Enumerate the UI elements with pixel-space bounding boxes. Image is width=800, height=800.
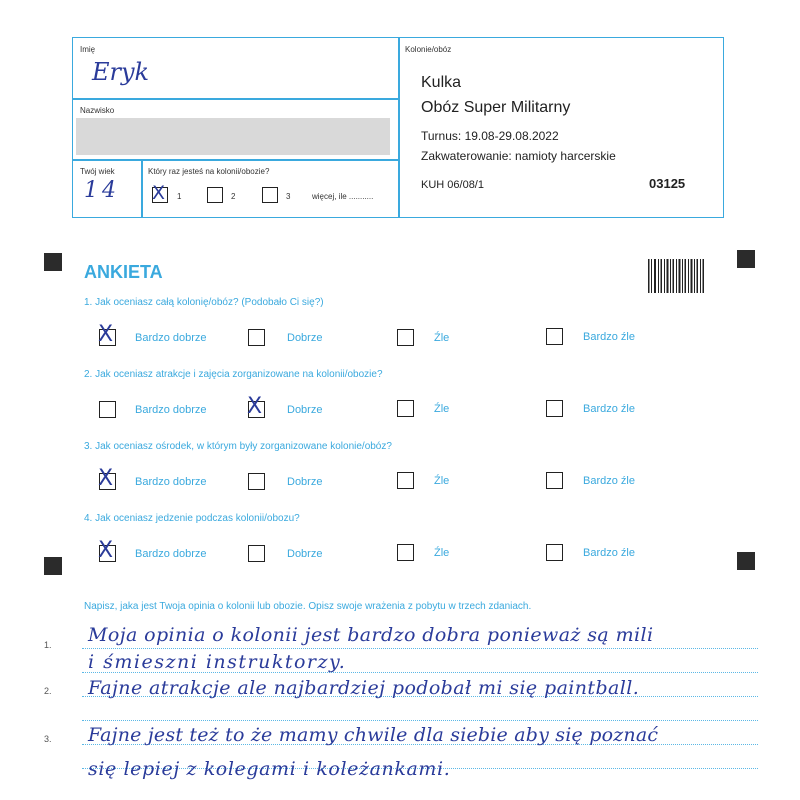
check-mark: X <box>98 466 114 491</box>
form-number: 03125 <box>649 176 686 191</box>
q4-label-bardzo-zle: Bardzo źle <box>583 547 635 559</box>
question-3: 3. Jak oceniasz ośrodek, w którym były zorganizowane kolonie/obóz? <box>84 441 392 452</box>
wiek-label: Twój wiek <box>80 167 115 176</box>
check-mark: X <box>247 394 263 419</box>
q1-option-dobrze[interactable] <box>248 329 265 346</box>
registration-marker-top-right <box>737 250 755 268</box>
imie-value[interactable]: Eryk <box>92 58 150 86</box>
camp-title: Obóz Super Militarny <box>421 99 571 116</box>
ktory-raz-checkbox-3[interactable] <box>262 187 278 203</box>
q2-option-bardzo-zle[interactable] <box>546 400 563 417</box>
q2-label-zle: Źle <box>434 403 450 415</box>
opinion-prompt: Napisz, jaka jest Twoja opinia o kolonii lub obozie. Opisz swoje wrażenia z pobytu w trzech zdaniach. <box>84 601 532 612</box>
zakwaterowanie: Zakwaterowanie: namioty harcerskie <box>421 149 616 163</box>
header-divider-2 <box>72 159 399 161</box>
q2-label-bardzo-zle: Bardzo źle <box>583 403 635 415</box>
turnus: Turnus: 19.08-29.08.2022 <box>421 129 559 143</box>
wiek-value[interactable]: 14 <box>84 178 120 203</box>
registration-marker-top-left <box>44 253 62 271</box>
q1-option-zle[interactable] <box>397 329 414 346</box>
ktory-raz-option-2: 2 <box>231 192 236 201</box>
ktory-raz-option-3: 3 <box>286 192 291 201</box>
writing-line <box>82 648 758 649</box>
q3-label-bardzo-zle: Bardzo źle <box>583 475 635 487</box>
q3-option-bardzo-dobrze[interactable] <box>98 466 116 491</box>
q3-label-zle: Źle <box>434 475 450 487</box>
answer-line-4[interactable]: Fajne jest też to że mamy chwile dla siebie aby się poznać <box>88 724 659 746</box>
line-number-1: 1. <box>44 640 52 650</box>
check-mark: X <box>98 322 114 347</box>
registration-marker-bottom-right <box>737 552 755 570</box>
answer-line-3[interactable]: Fajne atrakcje ale najbardziej podobał mi się paintball. <box>88 677 640 699</box>
ktory-raz-label: Który raz jesteś na kolonii/obozie? <box>148 167 270 176</box>
q2-option-zle[interactable] <box>397 400 414 417</box>
answer-line-1[interactable]: Moja opinia o kolonii jest bardzo dobra ponieważ są mili <box>88 624 654 646</box>
q3-label-dobrze: Dobrze <box>287 476 323 488</box>
check-mark: X <box>152 182 166 204</box>
q4-option-dobrze[interactable] <box>248 545 265 562</box>
ktory-raz-option-1: 1 <box>177 192 182 201</box>
camp-name: Kulka <box>421 74 462 91</box>
q4-option-bardzo-zle[interactable] <box>546 544 563 561</box>
registration-marker-bottom-left <box>44 557 62 575</box>
q3-option-bardzo-zle[interactable] <box>546 472 563 489</box>
answer-line-2[interactable]: i śmieszni instruktorzy. <box>88 651 347 673</box>
question-4: 4. Jak oceniasz jedzenie podczas kolonii/obozu? <box>84 513 300 524</box>
answer-line-5[interactable]: się lepiej z kolegami i koleżankami. <box>88 758 451 780</box>
nazwisko-label: Nazwisko <box>80 106 115 115</box>
question-2: 2. Jak oceniasz atrakcje i zajęcia zorganizowane na kolonii/obozie? <box>84 369 383 380</box>
header-divider-1 <box>72 98 399 100</box>
q1-option-bardzo-zle[interactable] <box>546 328 563 345</box>
ktory-raz-checkbox-1[interactable] <box>152 182 168 204</box>
q1-label-bardzo-zle: Bardzo źle <box>583 331 635 343</box>
q4-option-zle[interactable] <box>397 544 414 561</box>
q1-option-bardzo-dobrze[interactable] <box>98 322 116 347</box>
q4-label-zle: Źle <box>434 547 450 559</box>
q1-label-zle: Źle <box>434 332 450 344</box>
q4-label-bardzo-dobrze: Bardzo dobrze <box>135 548 207 560</box>
line-number-3: 3. <box>44 734 52 744</box>
question-1: 1. Jak oceniasz całą kolonię/obóz? (Podobało Ci się?) <box>84 297 324 308</box>
q2-option-bardzo-dobrze[interactable] <box>99 401 116 418</box>
line-number-2: 2. <box>44 686 52 696</box>
check-mark: X <box>98 538 114 563</box>
q1-label-bardzo-dobrze: Bardzo dobrze <box>135 332 207 344</box>
q4-option-bardzo-dobrze[interactable] <box>98 538 116 563</box>
kolonia-label: Kolonie/obóz <box>405 45 452 54</box>
camp-code: KUH 06/08/1 <box>421 179 484 191</box>
nazwisko-redacted <box>76 118 390 155</box>
q3-label-bardzo-dobrze: Bardzo dobrze <box>135 476 207 488</box>
wiecej-label: więcej, ile ........... <box>312 192 374 201</box>
q2-option-dobrze[interactable] <box>247 394 265 419</box>
survey-title: ANKIETA <box>84 262 163 282</box>
barcode <box>648 259 704 293</box>
q4-label-dobrze: Dobrze <box>287 548 323 560</box>
ktory-raz-checkbox-2[interactable] <box>207 187 223 203</box>
q2-label-bardzo-dobrze: Bardzo dobrze <box>135 404 207 416</box>
q3-option-dobrze[interactable] <box>248 473 265 490</box>
writing-line <box>82 720 758 721</box>
q2-label-dobrze: Dobrze <box>287 404 323 416</box>
header-divider-3 <box>141 159 143 218</box>
imie-label: Imię <box>80 45 96 54</box>
q1-label-dobrze: Dobrze <box>287 332 323 344</box>
barcode-graphic <box>648 259 704 293</box>
header-divider-vertical <box>398 37 400 218</box>
q3-option-zle[interactable] <box>397 472 414 489</box>
